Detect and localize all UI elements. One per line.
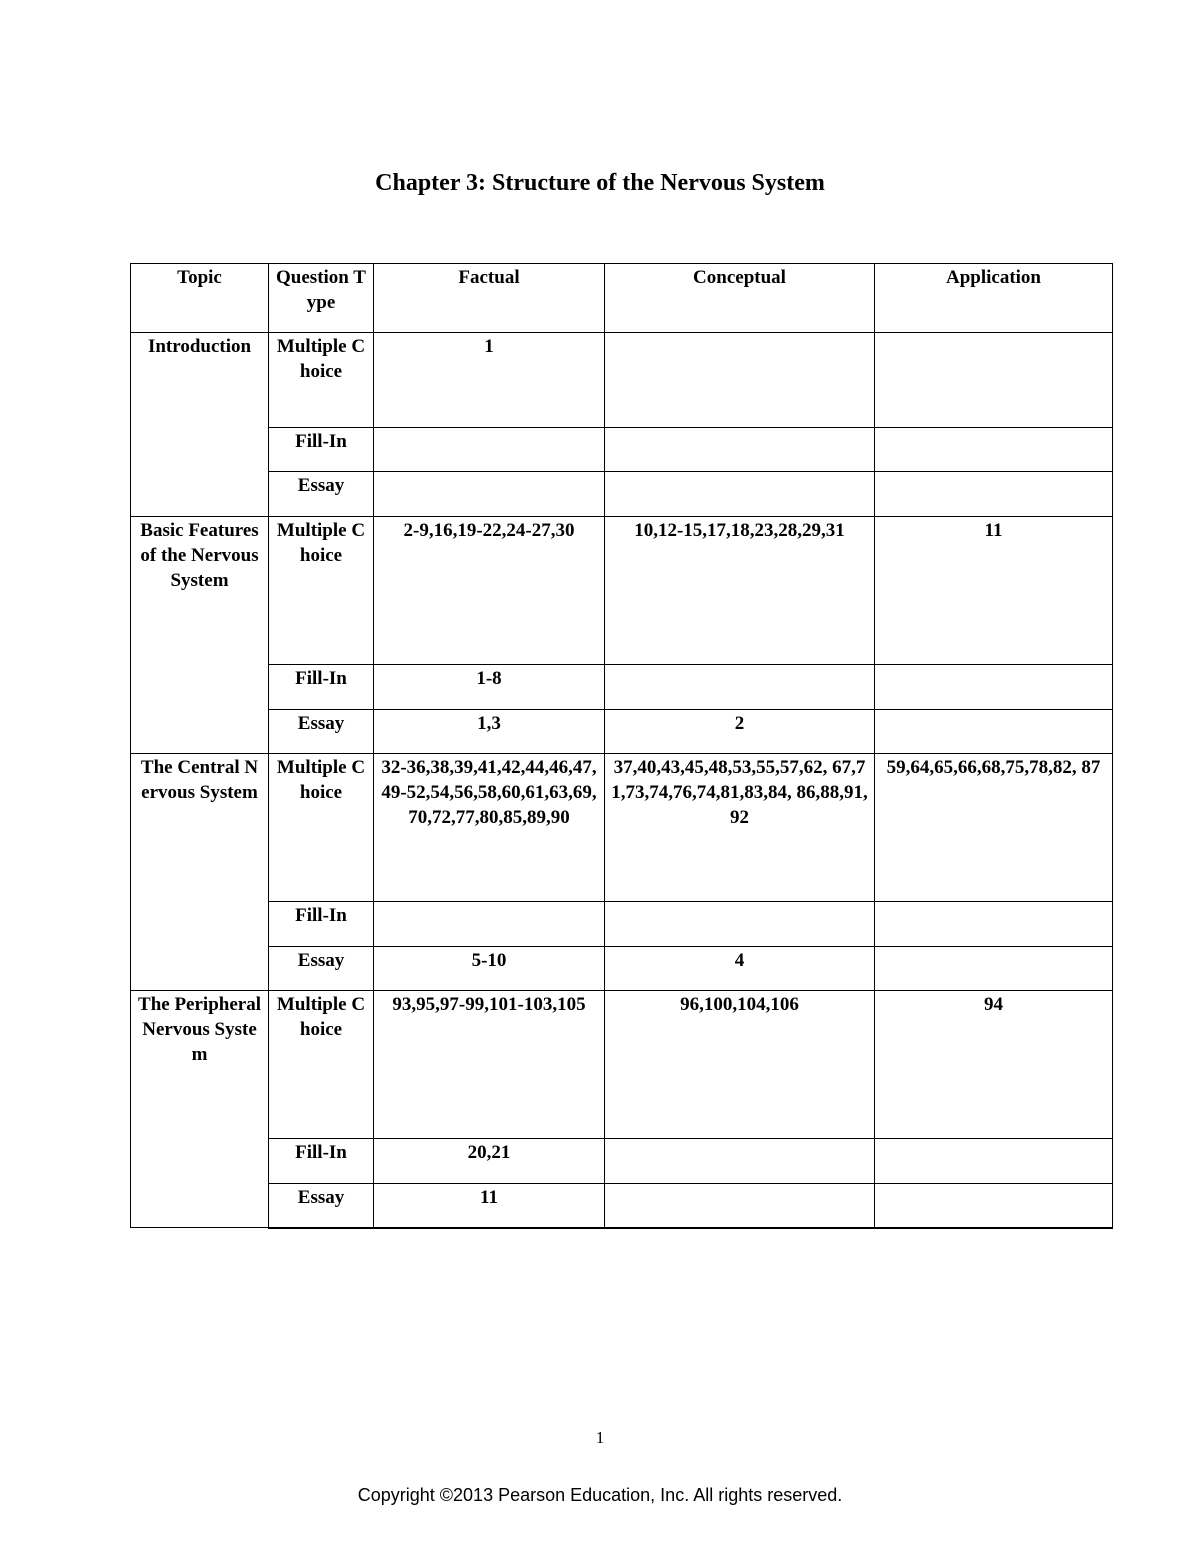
factual-cell [374, 428, 605, 472]
factual-cell: 93,95,97-99,101-103,105 [374, 991, 605, 1139]
question-type-cell: Multiple Choice [269, 333, 374, 428]
page-title: Chapter 3: Structure of the Nervous System [375, 170, 825, 196]
table-row [131, 333, 1113, 428]
factual-cell: 1-8 [374, 665, 605, 710]
table-header-row [131, 264, 1113, 333]
application-cell [875, 902, 1113, 947]
table-row [131, 1139, 1113, 1184]
table-row [131, 710, 1113, 754]
factual-cell: 5-10 [374, 947, 605, 991]
conceptual-cell [605, 472, 875, 517]
table-row [131, 472, 1113, 517]
table-row [131, 517, 1113, 665]
table-row [131, 665, 1113, 710]
question-type-cell: Essay [269, 1184, 374, 1228]
application-cell [875, 472, 1113, 517]
question-type-cell: Fill-In [269, 1139, 374, 1184]
factual-cell: 1,3 [374, 710, 605, 754]
table-row [131, 428, 1113, 472]
conceptual-cell: 96,100,104,106 [605, 991, 875, 1139]
question-type-cell: Fill-In [269, 428, 374, 472]
table-row [131, 754, 1113, 902]
question-type-cell: Multiple Choice [269, 754, 374, 902]
application-cell: 94 [875, 991, 1113, 1139]
conceptual-cell [605, 665, 875, 710]
conceptual-cell: 10,12-15,17,18,23,28,29,31 [605, 517, 875, 665]
application-cell [875, 333, 1113, 428]
application-cell [875, 1184, 1113, 1228]
conceptual-cell [605, 902, 875, 947]
copyright-notice: Copyright ©2013 Pearson Education, Inc. All rights reserved. [357, 1485, 843, 1505]
application-cell [875, 710, 1113, 754]
question-type-cell: Fill-In [269, 665, 374, 710]
factual-cell: 2-9,16,19-22,24-27,30 [374, 517, 605, 665]
conceptual-cell: 37,40,43,45,48,53,55,57,62, 67,71,73,74,76,74,81,83,84, 86,88,91,92 [605, 754, 875, 902]
header-topic: Topic [131, 264, 269, 333]
application-cell: 11 [875, 517, 1113, 665]
question-bank-table [130, 263, 1113, 1229]
question-type-cell: Essay [269, 472, 374, 517]
application-cell [875, 665, 1113, 710]
topic-cell: The Central Nervous System [131, 754, 269, 991]
conceptual-cell [605, 428, 875, 472]
factual-cell: 32-36,38,39,41,42,44,46,47,49-52,54,56,58,60,61,63,69,70,72,77,80,85,89,90 [374, 754, 605, 902]
table-row [131, 947, 1113, 991]
conceptual-cell [605, 333, 875, 428]
header-application: Application [875, 264, 1113, 333]
question-type-cell: Multiple Choice [269, 991, 374, 1139]
table-row [131, 902, 1113, 947]
factual-cell: 1 [374, 333, 605, 428]
header-conceptual: Conceptual [605, 264, 875, 333]
question-type-cell: Essay [269, 710, 374, 754]
topic-cell: Introduction [131, 333, 269, 517]
question-type-cell: Fill-In [269, 902, 374, 947]
application-cell: 59,64,65,66,68,75,78,82, 87 [875, 754, 1113, 902]
application-cell [875, 1139, 1113, 1184]
application-cell [875, 428, 1113, 472]
table-row [131, 1184, 1113, 1228]
header-factual: Factual [374, 264, 605, 333]
conceptual-cell: 4 [605, 947, 875, 991]
application-cell [875, 947, 1113, 991]
factual-cell [374, 902, 605, 947]
factual-cell: 11 [374, 1184, 605, 1228]
factual-cell: 20,21 [374, 1139, 605, 1184]
page-number: 1 [595, 1428, 605, 1447]
header-question-type: Question Type [269, 264, 374, 333]
topic-cell: The Peripheral Nervous System [131, 991, 269, 1228]
question-type-cell: Multiple Choice [269, 517, 374, 665]
table-row [131, 991, 1113, 1139]
conceptual-cell [605, 1139, 875, 1184]
factual-cell [374, 472, 605, 517]
question-type-cell: Essay [269, 947, 374, 991]
topic-cell: Basic Features of the Nervous System [131, 517, 269, 754]
conceptual-cell: 2 [605, 710, 875, 754]
conceptual-cell [605, 1184, 875, 1228]
